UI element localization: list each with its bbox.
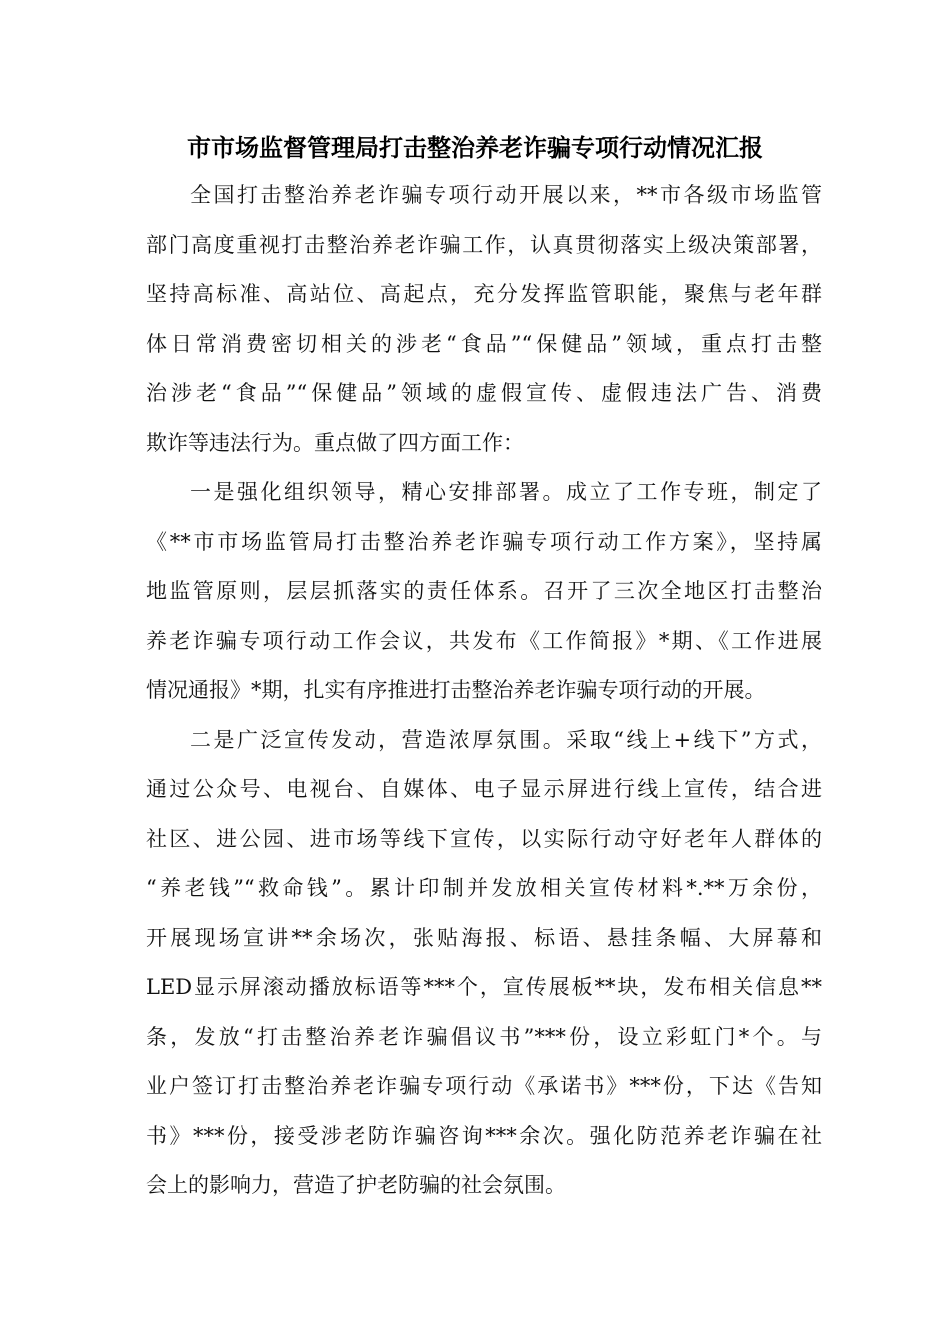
text-line: 坚持高标准、高站位、高起点，充分发挥监管职能，聚焦与老年群 [146,282,822,306]
document-title: 市市场监督管理局打击整治养老诈骗专项行动情况汇报 [187,133,763,162]
paragraph-3 [146,716,822,1211]
text-line: 通过公众号、电视台、自媒体、电子显示屏进行线上宣传，结合进 [146,777,822,801]
text-line: 全国打击整治养老诈骗专项行动开展以来，**市各级市场监管 [190,183,822,207]
document-body [146,171,822,1211]
text-line: 地监管原则，层层抓落实的责任体系。召开了三次全地区打击整治 [146,579,822,603]
text-line: 情况通报》*期，扎实有序推进打击整治养老诈骗专项行动的开展。 [146,678,766,702]
text-line: 条，发放“打击整治养老诈骗倡议书”***份，设立彩虹门*个。与 [146,1024,822,1049]
text-line: 部门高度重视打击整治养老诈骗工作，认真贯彻落实上级决策部署， [146,232,822,257]
text-line: 《**市市场监管局打击整治养老诈骗专项行动工作方案》，坚持属 [146,529,822,554]
text-line: 业户签订打击整治养老诈骗专项行动《承诺书》***份，下达《告知 [146,1074,822,1098]
text-line: 书》***份，接受涉老防诈骗咨询***余次。强化防范养老诈骗在社 [146,1123,822,1148]
paragraph-2 [146,468,822,716]
text-line: 一是强化组织领导，精心安排部署。成立了工作专班，制定了 [190,480,822,504]
text-line: 开展现场宣讲**余场次，张贴海报、标语、悬挂条幅、大屏幕和 [146,925,822,950]
paragraph-1 [146,171,822,468]
text-line: “养老钱”“救命钱”。累计印制并发放相关宣传材料*.**万余份， [146,876,822,900]
text-line: 会上的影响力，营造了护老防骗的社会氛围。 [146,1173,566,1197]
text-line: LED显示屏滚动播放标语等***个，宣传展板**块，发布相关信息** [146,975,822,999]
text-line: 社区、进公园、进市场等线下宣传，以实际行动守好老年人群体的 [146,826,822,851]
text-line: 体日常消费密切相关的涉老“食品”“保健品”领域，重点打击整 [146,331,822,356]
text-line: 养老诈骗专项行动工作会议，共发布《工作简报》*期、《工作进展 [146,628,822,653]
text-line: 二是广泛宣传发动，营造浓厚氛围。采取“线上+线下”方式， [190,727,822,752]
text-line: 治涉老“食品”“保健品”领域的虚假宣传、虚假违法广告、消费 [146,381,822,405]
text-line: 欺诈等违法行为。重点做了四方面工作： [146,430,524,455]
